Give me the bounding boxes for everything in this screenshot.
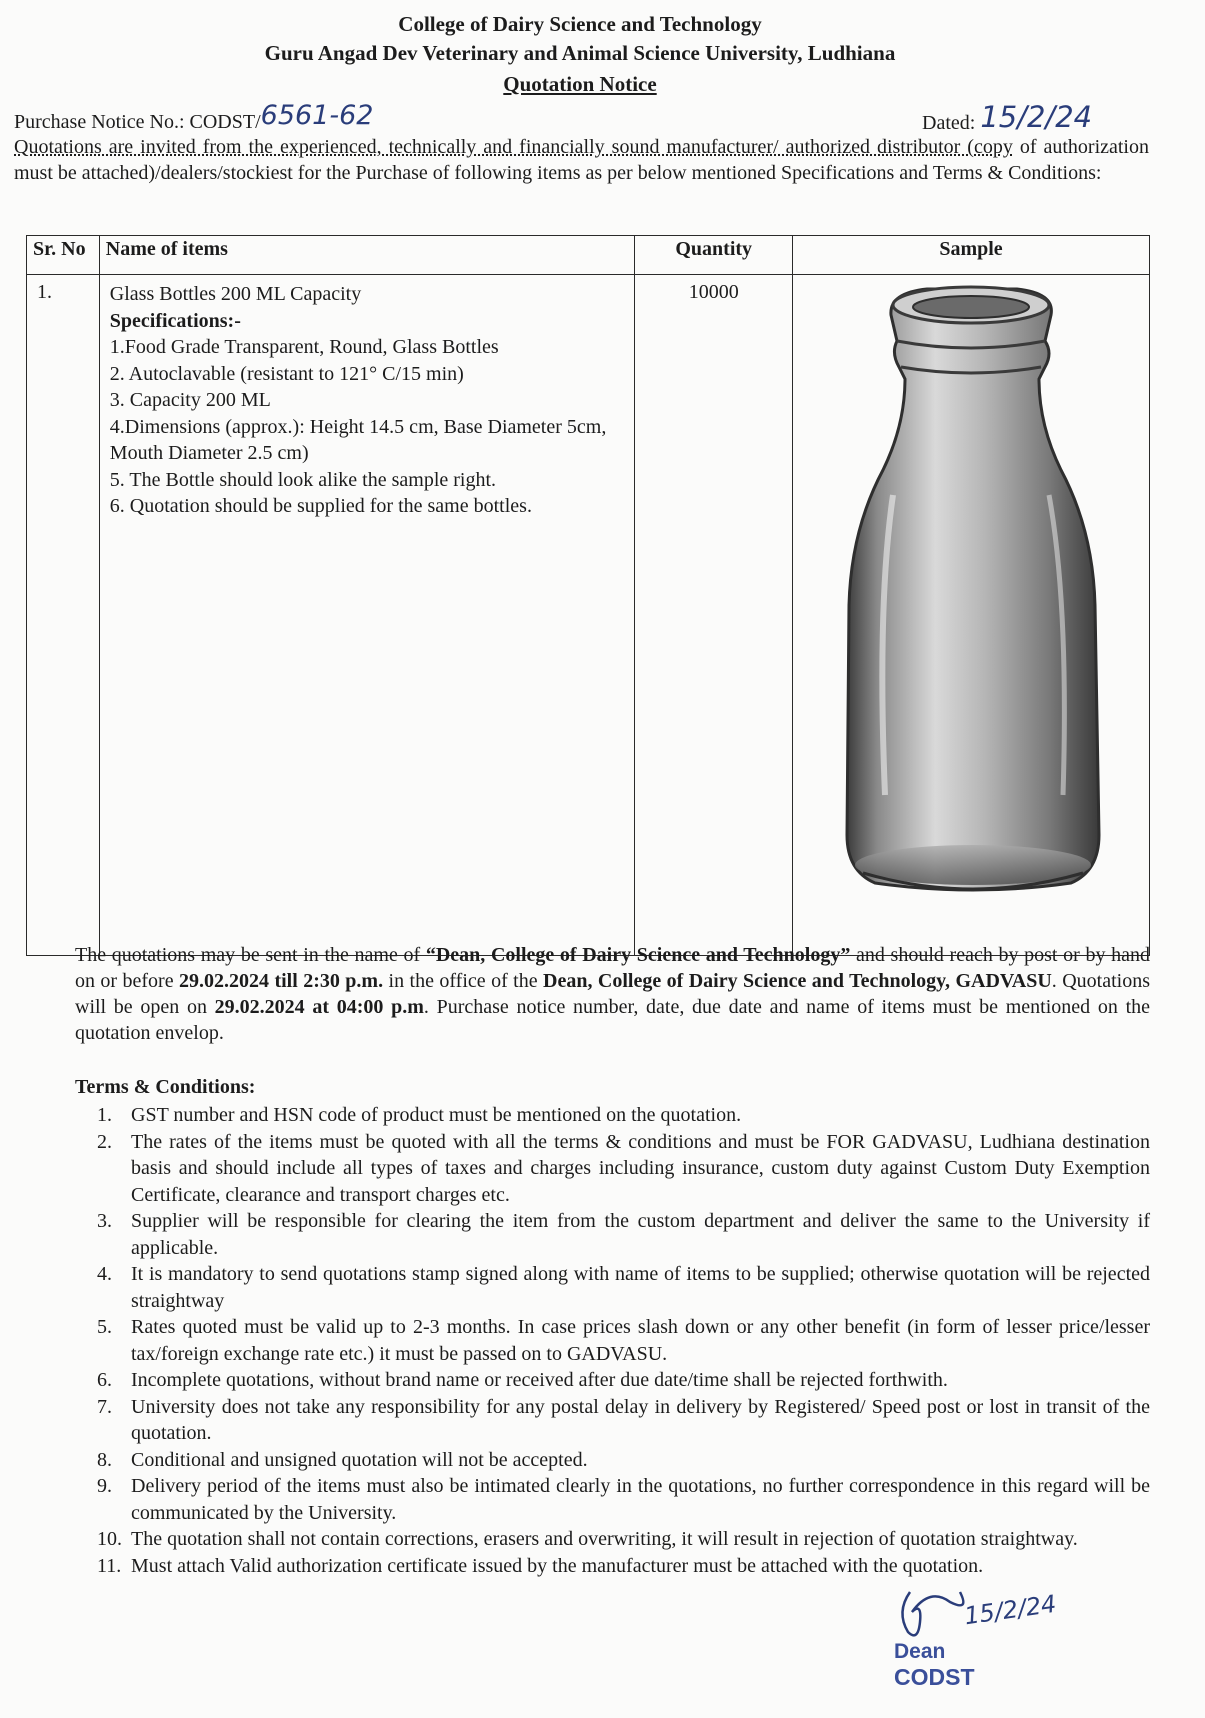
list-item (85, 1394, 1150, 1447)
table-header-row (27, 236, 1150, 275)
send-addressee: “Dean, College of Dairy Science and Technology” (425, 944, 851, 966)
list-item (85, 1129, 1150, 1209)
terms-heading: Terms & Conditions: (75, 1076, 256, 1098)
dated-label: Dated: (922, 112, 981, 134)
send-deadline: 29.02.2024 till 2:30 p.m. (179, 970, 384, 992)
header-name-of-items: Name of items (99, 236, 635, 275)
stamp-codst: CODST (894, 1664, 975, 1690)
send-text: . Purchase notice number, date, due date and name of items must be mentioned on the quotation envelop. (75, 996, 1151, 1044)
college-name: College of Dairy Science and Technology (398, 12, 762, 36)
term-text: Must attach Valid authorization certificate issued by the manufacturer must be attached with the quotation. (131, 1554, 984, 1577)
notice-row (14, 94, 1094, 134)
term-text: GST number and HSN code of product must be mentioned on the quotation. (131, 1104, 742, 1126)
term-text: University does not take any responsibility for any postal delay in delivery by Registered/ Speed post or lost in transit of the quotation. (131, 1395, 1150, 1444)
table-row (27, 275, 1150, 956)
terms-list (85, 1102, 1150, 1579)
header-quantity: Quantity (635, 236, 793, 275)
list-item (85, 1367, 1150, 1394)
row-quantity: 10000 (635, 275, 793, 956)
term-number: 2. (97, 1130, 112, 1153)
term-number: 8. (97, 1448, 112, 1471)
term-number: 6. (97, 1369, 112, 1391)
purchase-notice-number (14, 100, 374, 135)
list-item (85, 1553, 1150, 1580)
send-text: The quotations may be sent in the name of (75, 944, 426, 966)
list-item (85, 1102, 1150, 1129)
specifications-heading: Specifications:- (109, 309, 241, 332)
term-text: Rates quoted must be valid up to 2-3 months. In case prices slash down or any other benefit (in form of lesser price/lesser tax/foreign exchange rate etc.) it must be passed on to GADVASU. (131, 1316, 1150, 1365)
term-number: 10. (97, 1528, 122, 1550)
list-item (85, 1447, 1150, 1474)
term-text: The quotation shall not contain corrections, erasers and overwriting, it will result in rejection of quotation straightway. (131, 1528, 1078, 1550)
spec-item: 6. Quotation should be supplied for the same bottles. (109, 495, 532, 517)
term-text: Delivery period of the items must also be intimated clearly in the quotations, no further correspondence in this regard will be communicated by the University. (131, 1475, 1150, 1524)
university-name: Guru Angad Dev Veterinary and Animal Science University, Ludhiana (264, 41, 896, 65)
handwritten-notice-number: 6561-62 (260, 100, 374, 131)
term-number: 11. (97, 1554, 122, 1577)
list-item (85, 1473, 1150, 1526)
signature-date: 15/2/24 (962, 1589, 1059, 1631)
row-sr-no: 1. (27, 275, 100, 956)
spec-item: 4.Dimensions (approx.): Height 14.5 cm, Base Diameter 5cm, Mouth Diameter 2.5 cm) (109, 415, 607, 464)
submission-instructions (75, 942, 1150, 1046)
glass-bottle-image (793, 275, 1149, 943)
intro-paragraph (14, 134, 1149, 186)
document-title: Quotation Notice (503, 72, 657, 96)
term-text: It is mandatory to send quotations stamp signed along with name of items to be supplied; otherwise quotation will be rejected straightway (131, 1263, 1150, 1312)
term-text: Conditional and unsigned quotation will not be accepted. (131, 1448, 588, 1471)
term-number: 4. (97, 1263, 112, 1285)
notice-date (922, 102, 1092, 136)
term-number: 5. (97, 1316, 112, 1338)
term-number: 3. (97, 1210, 112, 1232)
term-text: The rates of the items must be quoted with all the terms & conditions and must be FOR GADVASU, Ludhiana destination basis and should include all types of taxes and charges including insurance, custom duty against Custom Duty Exemption Certificate, clearance and transport charges etc. (131, 1130, 1150, 1206)
term-text: Incomplete quotations, without brand name or received after due date/time shall be rejected forthwith. (131, 1369, 948, 1391)
term-number: 1. (97, 1104, 112, 1126)
handwritten-date: 15/2/24 (980, 100, 1093, 134)
send-text: in the office of the (383, 970, 544, 992)
list-item (85, 1261, 1150, 1314)
spec-item: 5. The Bottle should look alike the sample right. (109, 468, 497, 491)
term-number: 9. (97, 1475, 112, 1497)
send-text: and should reach by post or by hand on or before (75, 944, 1150, 992)
term-text: Supplier will be responsible for clearing the item from the custom department and deliver the same to the University if applicable. (131, 1210, 1150, 1259)
item-name: Glass Bottles 200 ML Capacity (109, 283, 362, 305)
term-number: 7. (97, 1395, 112, 1418)
send-opening-time: 29.02.2024 at 04:00 p.m (214, 996, 424, 1018)
items-table (26, 235, 1150, 956)
purchase-notice-label: Purchase Notice No.: CODST/ (14, 111, 261, 133)
header-sr-no: Sr. No (27, 236, 100, 275)
row-item-details (99, 275, 635, 956)
header-sample: Sample (793, 236, 1150, 275)
dean-signature-stamp (890, 1582, 1090, 1692)
send-office: Dean, College of Dairy Science and Technology, GADVASU (543, 970, 1052, 992)
send-text: . Quotations will be open on (75, 970, 1150, 1018)
spec-item: 2. Autoclavable (resistant to 121° C/15 min) (109, 362, 464, 385)
intro-rest: of authorization must be attached)/dealers/stockiest for the Purchase of following items as per below mentioned Specifications and Terms & Conditions: (14, 136, 1149, 184)
spec-item: 3. Capacity 200 ML (109, 389, 271, 411)
spec-item: 1.Food Grade Transparent, Round, Glass Bottles (109, 336, 499, 358)
list-item (85, 1526, 1150, 1553)
stamp-dean: Dean (894, 1640, 946, 1663)
list-item (85, 1208, 1150, 1261)
list-item (85, 1314, 1150, 1367)
row-sample (793, 275, 1150, 956)
intro-first-line: Quotations are invited from the experienced, technically and financially sound manufacturer/ authorized distributor (copy (14, 136, 1013, 158)
